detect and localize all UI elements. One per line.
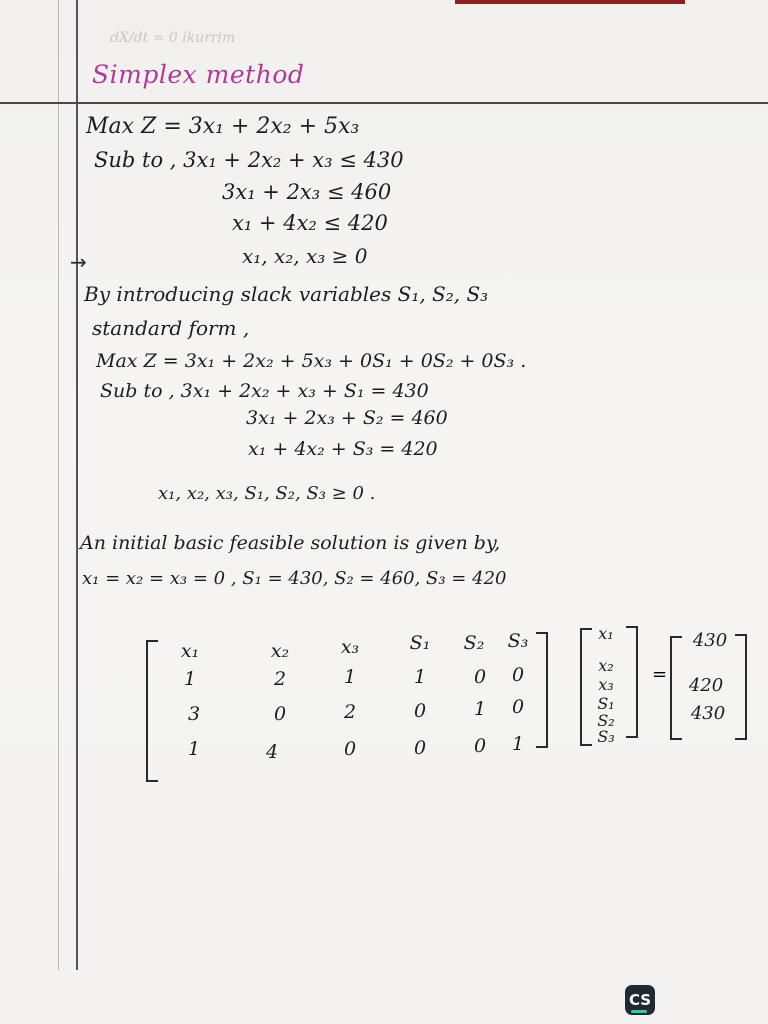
matrix-cell: 1 [183, 668, 197, 690]
matrix-cell: 0 [473, 735, 487, 757]
matrix-header: S₁ [409, 632, 431, 654]
ibfs-values: x₁ = x₂ = x₃ = 0 , S₁ = 430, S₂ = 460, S₃ = 420 [82, 568, 507, 589]
matrix-cell: 0 [511, 696, 525, 718]
vector-entry: S₂ [597, 711, 615, 730]
header-rule [0, 102, 768, 104]
vector-entry: S₃ [597, 727, 615, 746]
vector-entry: S₁ [597, 694, 615, 713]
standard-constraint-2: 3x₁ + 2x₃ + S₂ = 460 [246, 407, 448, 429]
arrow-mark: → [70, 250, 87, 274]
vector-right-bracket [626, 626, 638, 738]
matrix-header: S₃ [507, 630, 529, 652]
matrix-header: x₃ [340, 636, 360, 658]
matrix-header: x₂ [270, 640, 290, 662]
page-title: Simplex method [92, 60, 305, 89]
matrix-cell: 1 [343, 666, 357, 688]
standard-constraint-1: Sub to , 3x₁ + 2x₂ + x₃ + S₁ = 430 [100, 380, 429, 402]
matrix-cell: 0 [413, 700, 427, 722]
standard-form-label: standard form , [92, 316, 250, 340]
matrix-cell: 2 [343, 701, 357, 723]
matrix-cell: 0 [273, 703, 287, 725]
rhs-entry: 420 [688, 675, 724, 696]
constraint-2: 3x₁ + 2x₃ ≤ 460 [222, 180, 392, 204]
matrix-header: x₁ [180, 640, 200, 662]
matrix-cell: 3 [187, 703, 201, 725]
vector-entry: x₁ [598, 624, 614, 643]
standard-nonnegativity: x₁, x₂, x₃, S₁, S₂, S₃ ≥ 0 . [158, 483, 376, 504]
matrix-cell: 1 [413, 666, 427, 688]
constraint-3: x₁ + 4x₂ ≤ 420 [232, 211, 388, 235]
matrix-cell: 1 [187, 738, 201, 760]
vector-entry: x₂ [598, 656, 614, 675]
logo-accent-bar [631, 1010, 647, 1013]
constraint-1: Sub to , 3x₁ + 2x₂ + x₃ ≤ 430 [94, 148, 404, 172]
rhs-entry: 430 [692, 630, 728, 651]
ibfs-statement: An initial basic feasible solution is given by, [80, 532, 501, 554]
matrix-cell: 0 [413, 737, 427, 759]
matrix-cell: 1 [473, 698, 487, 720]
standard-objective: Max Z = 3x₁ + 2x₂ + 5x₃ + 0S₁ + 0S₂ + 0S₃ . [96, 350, 527, 372]
margin-line [76, 0, 78, 970]
matrix-header: S₂ [463, 632, 485, 654]
matrix-cell: 0 [343, 738, 357, 760]
matrix-cell: 2 [273, 668, 287, 690]
vector-entry: x₃ [598, 675, 614, 694]
matrix-cell: 0 [473, 666, 487, 688]
nonnegativity-line: x₁, x₂, x₃ ≥ 0 [242, 244, 368, 268]
top-edge-strip [455, 0, 685, 4]
matrix-cell: 0 [511, 664, 525, 686]
rhs-entry: 430 [690, 703, 726, 724]
standard-constraint-3: x₁ + 4x₂ + S₃ = 420 [248, 438, 438, 460]
logo-text: CS [628, 991, 652, 1009]
faint-bleedthrough-text: dX/dt = 0 ikurrim [110, 30, 236, 46]
objective-line: Max Z = 3x₁ + 2x₂ + 5x₃ [86, 114, 360, 139]
slack-intro-line: By introducing slack variables S₁, S₂, S₃ [84, 282, 489, 306]
matrix-cell: 1 [511, 733, 525, 755]
outer-margin-line [58, 0, 59, 970]
matrix-left-bracket [146, 640, 158, 782]
equals-sign: = [652, 664, 668, 685]
matrix-cell: 4 [265, 741, 279, 763]
